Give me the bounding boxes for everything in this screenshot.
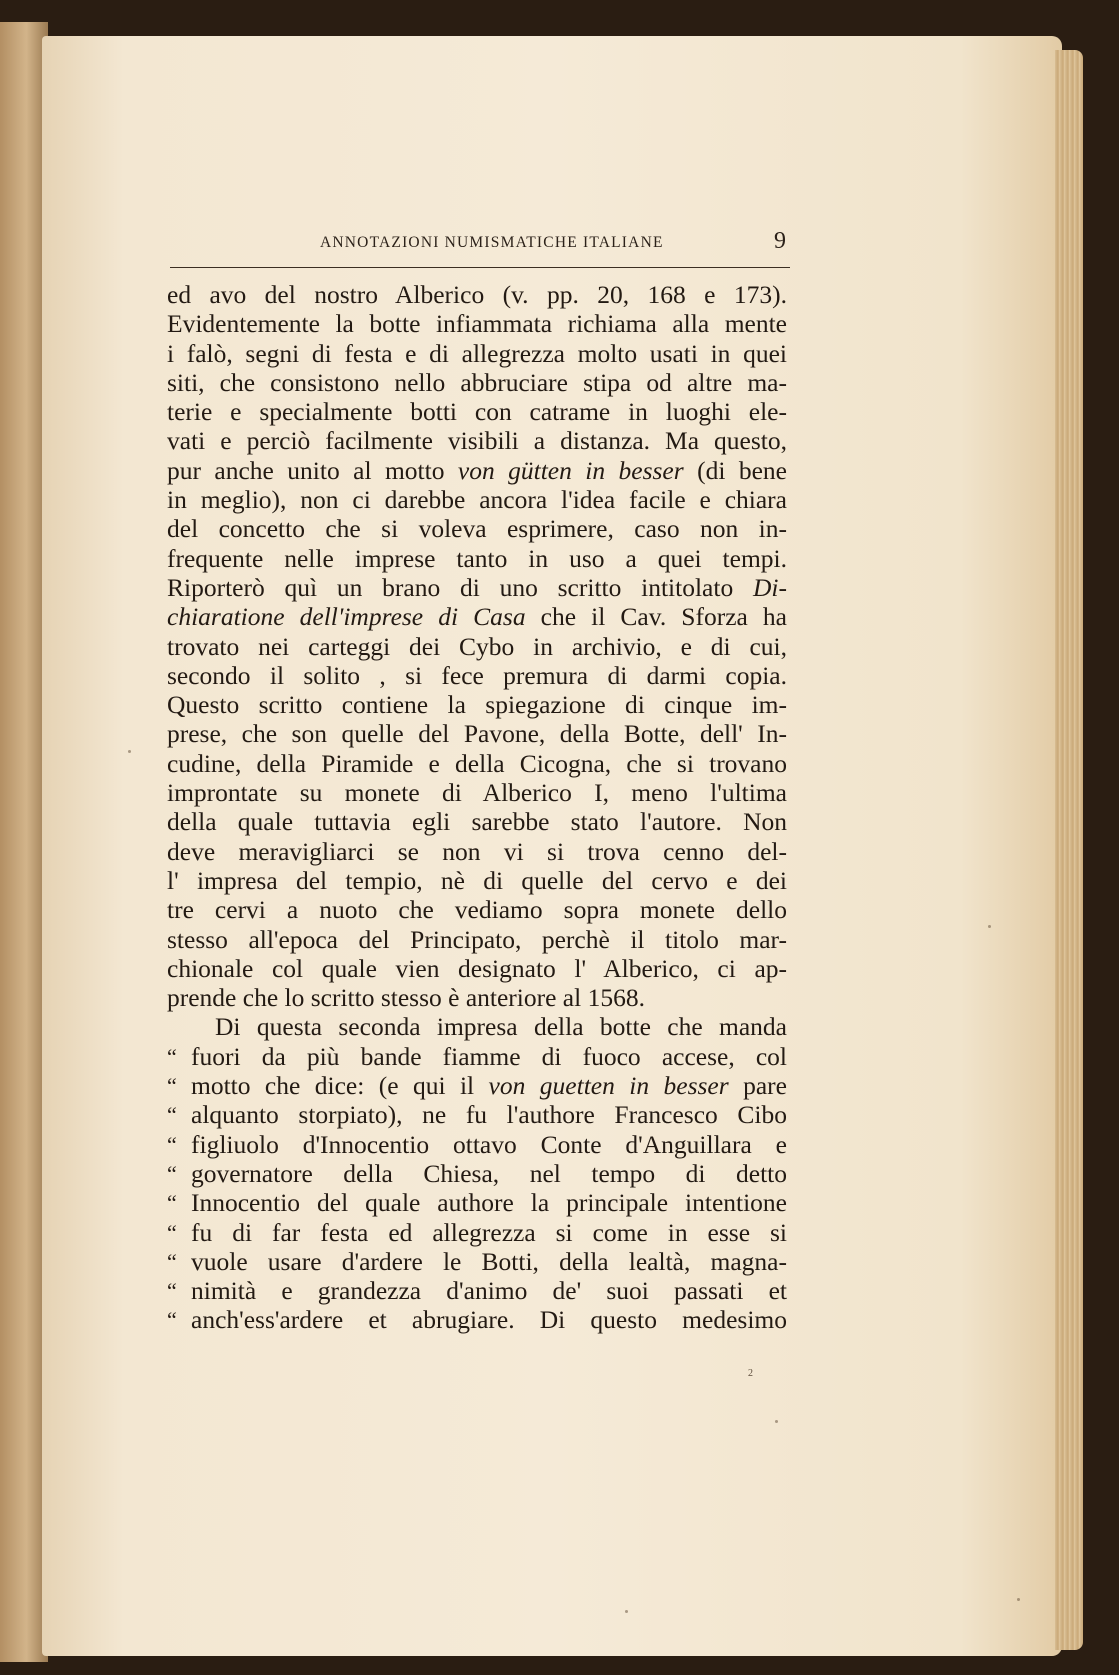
text-line: frequente nelle imprese tanto in uso a quei tempi. [167, 543, 787, 573]
quote-mark: “ [167, 1219, 177, 1245]
quote-mark: “ [167, 1248, 177, 1274]
signature-mark: 2 [748, 1368, 753, 1379]
quote-line: “ Innocentio del quale authore la principale intentione [167, 1188, 787, 1218]
running-title: ANNOTAZIONI NUMISMATICHE ITALIANE [320, 234, 664, 251]
quote-line: “ fu di far festa ed allegrezza si come in esse si [167, 1217, 787, 1247]
quote-line: “ motto che dice: (e qui il von guetten in besser pare [167, 1071, 787, 1101]
quote-line: “ alquanto storpiato), ne fu l'authore Francesco Cibo [167, 1100, 787, 1130]
header-rule [170, 267, 790, 268]
text-line: cudine, della Piramide e della Cicogna, che si trovano [167, 748, 787, 778]
quote-line: “ figliuolo d'Innocentio ottavo Conte d'Anguillara e [167, 1129, 787, 1159]
quote-line: “ anch'ess'ardere et abrugiare. Di questo medesimo [167, 1305, 787, 1335]
page-number: 9 [774, 228, 786, 254]
paper-speck [1017, 1598, 1020, 1601]
text-line: prese, che son quelle del Pavone, della Botte, dell' In- [167, 719, 787, 749]
text-line: vati e perciò facilmente visibili a distanza. Ma questo, [167, 426, 787, 456]
text-line: trovato nei carteggi dei Cybo in archivio, e di cui, [167, 631, 787, 661]
text-line: tre cervi a nuoto che vediamo sopra monete dello [167, 895, 787, 925]
italic-title: chiaratione dell'imprese di Casa [167, 602, 526, 632]
text-line: Questo scritto contiene la spiegazione di cinque im- [167, 690, 787, 720]
italic-motto: von guetten in besser [488, 1071, 729, 1101]
text-line: della quale tuttavia egli sarebbe stato l'autore. Non [167, 807, 787, 837]
page-header [170, 228, 790, 262]
quote-mark: “ [167, 1160, 177, 1186]
text-line: Riporterò quì un brano di uno scritto intitolato Di- [167, 572, 787, 602]
text-line: improntate su monete di Alberico I, meno l'ultima [167, 778, 787, 808]
page-stack-edge [1055, 50, 1083, 1650]
quote-mark: “ [167, 1102, 177, 1128]
text-line: i falò, segni di festa e di allegrezza molto usati in quei [167, 338, 787, 368]
quote-mark: “ [167, 1043, 177, 1069]
text-line: chiaratione dell'imprese di Casa che il Cav. Sforza ha [167, 602, 787, 632]
text-line: terie e specialmente botti con catrame in luoghi ele- [167, 397, 787, 427]
text-line: secondo il solito , si fece premura di darmi copia. [167, 660, 787, 690]
paper-speck [988, 925, 991, 928]
paper-speck [128, 750, 131, 753]
quote-line: “ nimità e grandezza d'animo de' suoi passati et [167, 1276, 787, 1306]
quote-mark: “ [167, 1190, 177, 1216]
text-line: deve meravigliarci se non vi si trova cenno del- [167, 836, 787, 866]
quote-mark: “ [167, 1278, 177, 1304]
text-line: pur anche unito al motto von gütten in besser (di bene [167, 455, 787, 485]
quote-mark: “ [167, 1307, 177, 1333]
quote-line: “ governatore della Chiesa, nel tempo di detto [167, 1158, 787, 1188]
italic-title: Di- [753, 572, 787, 602]
italic-motto: von gütten in besser [457, 455, 684, 485]
body-text [167, 280, 787, 1335]
text-line: l' impresa del tempio, nè di quelle del cervo e dei [167, 865, 787, 895]
quote-line: “ fuori da più bande fiamme di fuoco accese, col [167, 1041, 787, 1071]
paper-speck [775, 1420, 778, 1423]
facing-page-edge [0, 22, 48, 1662]
text-line: del concetto che si voleva esprimere, caso non in- [167, 514, 787, 544]
text-line: ed avo del nostro Alberico (v. pp. 20, 168 e 173). [167, 280, 787, 309]
quote-mark: “ [167, 1073, 177, 1099]
text-line: Evidentemente la botte infiammata richiama alla mente [167, 309, 787, 339]
text-line: prende che lo scritto stesso è anteriore al 1568. [167, 983, 645, 1013]
paper-speck [625, 1610, 628, 1613]
text-line: stesso all'epoca del Principato, perchè il titolo mar- [167, 924, 787, 954]
quote-line: “ vuole usare d'ardere le Botti, della lealtà, magna- [167, 1246, 787, 1276]
text-line: siti, che consistono nello abbruciare stipa od altre ma- [167, 367, 787, 397]
quote-intro-line: Di questa seconda impresa della botte che manda [215, 1012, 787, 1042]
text-line: in meglio), non ci darebbe ancora l'idea facile e chiara [167, 485, 787, 515]
quote-mark: “ [167, 1131, 177, 1157]
text-line: chionale col quale vien designato l' Alberico, ci ap- [167, 953, 787, 983]
